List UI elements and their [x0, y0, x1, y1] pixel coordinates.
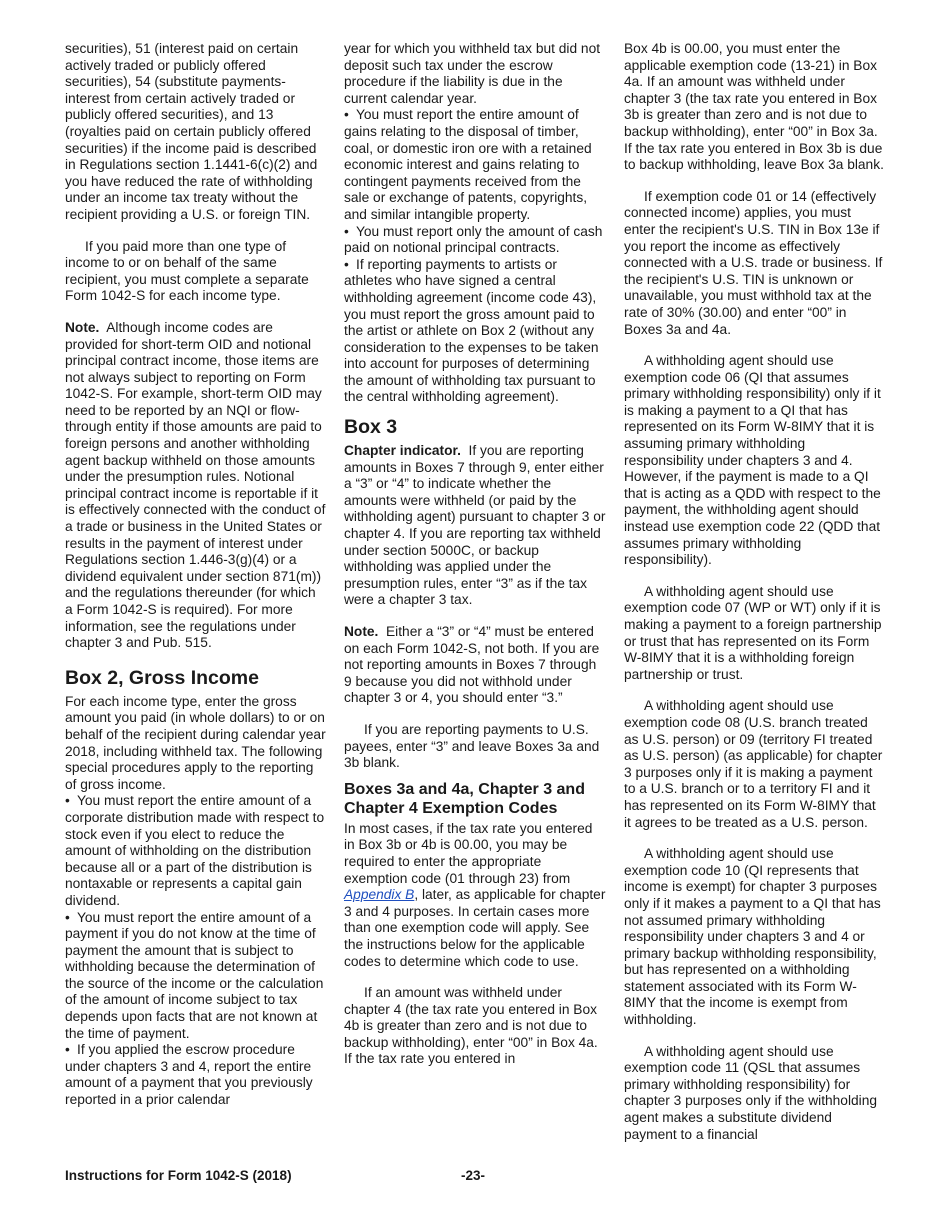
- paragraph: For each income type, enter the gross amount you paid (in whole dollars) to or on behalf of the recipient during calendar year 2018, including withheld tax. The following special procedures apply to the reporting of gross income.: [65, 693, 326, 792]
- paragraph: If exemption code 01 or 14 (effectively connected income) applies, you must enter the recipient's U.S. TIN in Box 13e if you report the income as effectively connected with a U.S. trade or business. If the recipient's U.S. TIN is unknown or unavailable, you must withhold tax at the rate of 30% (30.00) and enter “00” in Boxes 3a and 4a.: [624, 188, 883, 337]
- note-paragraph: [344, 624, 606, 707]
- bullet-item: • You must report the entire amount of a corporate distribution made with respect to stock even if you elect to reduce the amount of withholding on the distribution because all or a part of the distribution is nontaxable or represents a capital gain dividend.: [65, 793, 327, 909]
- paragraph: A withholding agent should use exemption code 07 (WP or WT) only if it is making a payment to a foreign partnership or trust that has represented on its Form W-8IMY that it is a withholding foreign partnership or trust.: [624, 583, 882, 682]
- chapter-indicator-text: If you are reporting amounts in Boxes 7 through 9, enter either a “3” or “4” to indicate whether the amounts were withheld (or paid by the withholding agent) pursuant to chapter 3 or chapter 4. If you are reporting tax withheld under section 5000C, or backup withholding was applied under the presumption rules, enter “3” as if the tax were a chapter 3 tax.: [344, 443, 606, 608]
- bullet-item: • If you applied the escrow procedure under chapters 3 and 4, report the entire amount of a payment that you previously reported in a prior calendar: [65, 1042, 327, 1108]
- bullet-item: • You must report the entire amount of a payment if you do not know at the time of payment the amount that is subject to withholding because the determination of the source of the income or the calculation of the amount of income subject to tax depends upon facts that are not known at the time of payment.: [65, 910, 327, 1043]
- paragraph: securities), 51 (interest paid on certain actively traded or publicly offered securities), 54 (substitute payments-interest from certain actively traded or publicly offered securities), and 13 (royalties paid on certain publicly offered securities) if the income paid is described in Regulations section 1.1441-6(c)(2) and you have reduced the rate of withholding under an income tax treaty without the recipient providing a U.S. or foreign TIN.: [65, 41, 318, 222]
- text: , later, as applicable for chapter 3 and 4 purposes. In certain cases more than one exemption code will apply. See the instructions below for the applicable codes to determine which code to use.: [344, 887, 606, 969]
- paragraph: If you are reporting payments to U.S. payees, enter “3” and leave Boxes 3a and 3b blank.: [344, 721, 600, 771]
- footer-document-title: Instructions for Form 1042-S (2018): [65, 1168, 292, 1183]
- subsection-heading-exemption-codes: Boxes 3a and 4a, Chapter 3 and Chapter 4 Exemption Codes: [344, 780, 585, 817]
- chapter-indicator-label: Chapter indicator.: [344, 443, 461, 459]
- bullet-item: • If reporting payments to artists or athletes who have signed a central withholding agreement (income code 43), you must report the gross amount paid to the artist or athlete on Box 2 (without any consideration to the expenses to be taken into account for purposes of determining the amount of withholding tax pursuant to the central withholding agreement).: [344, 257, 606, 406]
- paragraph: [344, 821, 606, 970]
- paragraph: A withholding agent should use exemption code 10 (QI represents that income is exempt) for chapter 3 purposes only if it makes a payment to a QI that has not assumed primary withholding responsibility under chapters 3 and 4 or primary backup withholding responsibility, but has represented on a withholding statement associated with its Form W-8IMY that the income is exempt from withholding.: [624, 846, 881, 1028]
- paragraph: A withholding agent should use exemption code 08 (U.S. branch treated as U.S. person) or 09 (territory FI treated as U.S. person) (as applicable) for chapter 3 purposes only if it is making a payment to a U.S. branch or to a territory FI and it has represented on its Form W-8IMY that it agrees to be treated as a U.S. person.: [624, 698, 883, 830]
- footer-page-number: -23-: [461, 1168, 486, 1183]
- note-paragraph: [65, 320, 327, 652]
- column-right: [624, 41, 886, 1143]
- section-heading-box-2: Box 2, Gross Income: [65, 666, 259, 689]
- note-label: Note.: [65, 319, 100, 335]
- note-text: Either a “3” or “4” must be entered on each Form 1042-S, not both. If you are not reporting amounts in Boxes 7 through 9 because you did not withhold under chapter 3 or 4, you should enter “3.”: [344, 624, 600, 706]
- bullet-item: • You must report the entire amount of gains relating to the disposal of timber, coal, or domestic iron ore with a retained economic interest and gains relating to contingent payments received from the sale or exchange of patents, copyrights, and similar intangible property.: [344, 107, 606, 223]
- bullet-item: • You must report only the amount of cash paid on notional principal contracts.: [344, 224, 606, 257]
- note-label: Note.: [344, 624, 379, 639]
- paragraph: year for which you withheld tax but did not deposit such tax under the escrow procedure if the liability is due in the current calendar year.: [344, 41, 601, 106]
- chapter-indicator-paragraph: [344, 443, 606, 609]
- paragraph: If you paid more than one type of income to or on behalf of the same recipient, you must complete a separate Form 1042-S for each income type.: [65, 238, 309, 304]
- paragraph: A withholding agent should use exemption code 06 (QI that assumes primary withholding responsibility) only if it is making a payment to a QI that has represented on its Form W-8IMY that it is assuming primary withholding responsibility under chapters 3 and 4. However, if the payment is made to a QI that is acting as a QDD with respect to the payment, the withholding agent should instead use exemption code 22 (QDD that assumes primary withholding responsibility).: [624, 353, 881, 568]
- text: In most cases, if the tax rate you entered in Box 3b or 4b is 00.00, you may be required to enter the appropriate exemption code (01 through 23) from: [344, 820, 593, 886]
- section-heading-box-3: Box 3: [344, 416, 398, 439]
- paragraph: If an amount was withheld under chapter 4 (the tax rate you entered in Box 4b is greater than zero and is not due to backup withholding), enter “00” in Box 4a. If the tax rate you entered in: [344, 985, 598, 1067]
- appendix-b-link[interactable]: Appendix B: [344, 887, 415, 903]
- note-text: Although income codes are provided for short-term OID and notional principal contract income, those items are not always subject to reporting on Form 1042-S. For example, short-term OID may need to be reported by an NQI or flow-through entity if those amounts are paid to foreign persons and another withholding agent backup withheld on those amounts under the presumption rules. Notional principal contract income is reportable if it is effectively connected with the conduct of a trade or business in the United States or results in the payment of interest under Regulations section 1.446-3(g)(4) or a dividend equivalent under section 871(m)) and the regulations thereunder (for which a Form 1042-S is required). For more information, see the regulations under chapter 3 and Pub. 515.: [65, 319, 326, 651]
- paragraph: A withholding agent should use exemption code 11 (QSL that assumes primary withholding responsibility) for chapter 3 purposes only if the withholding agent makes a substitute dividend payment to a financial: [624, 1043, 878, 1142]
- paragraph: Box 4b is 00.00, you must enter the applicable exemption code (13-21) in Box 4a. If an amount was withheld under chapter 3 (the tax rate you entered in Box 3b is greater than zero and is not due to backup withholding), enter “00” in Box 3a. If the tax rate you entered in Box 3b is due to backup withholding, leave Box 3a blank.: [624, 41, 884, 173]
- column-left: [65, 41, 327, 1109]
- column-middle: [344, 41, 606, 1068]
